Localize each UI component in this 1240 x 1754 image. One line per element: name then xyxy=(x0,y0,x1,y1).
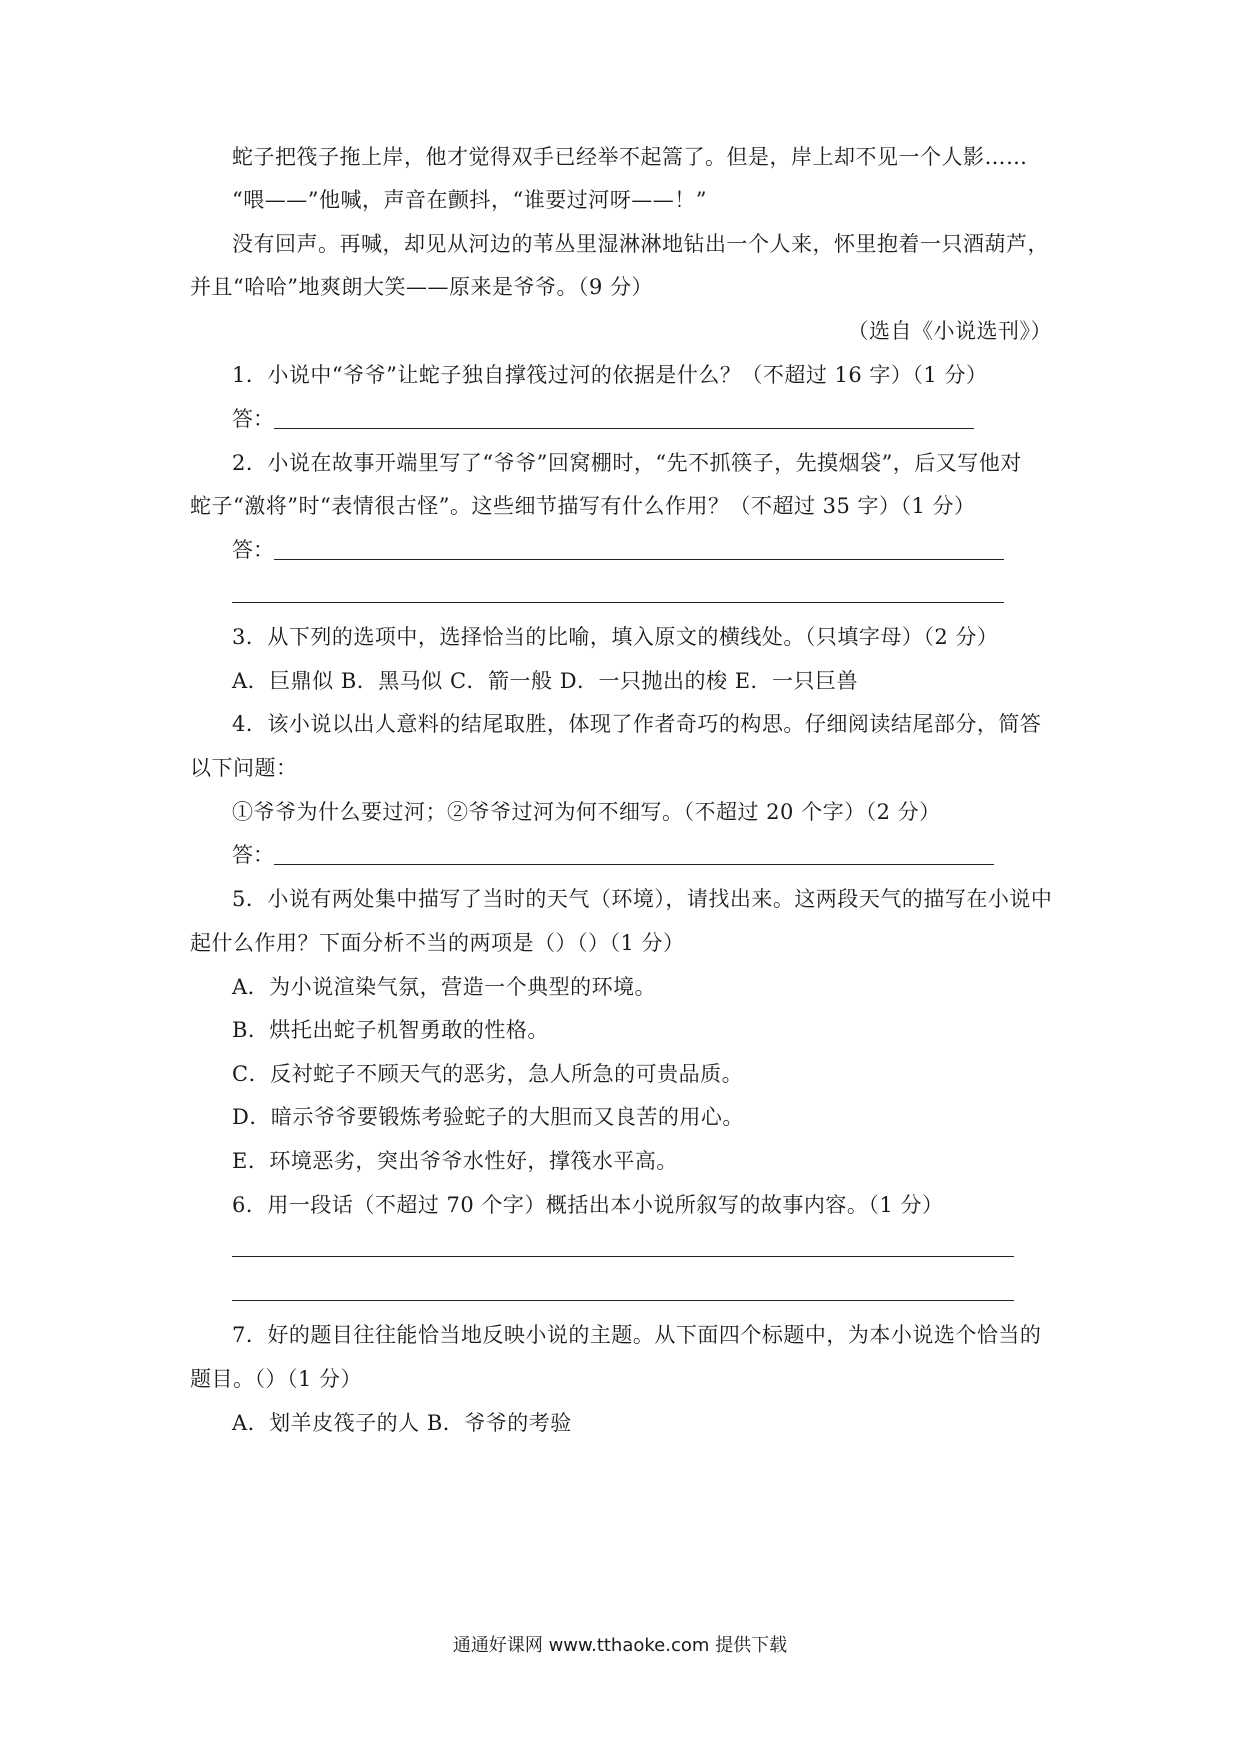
question-5-option-a: A．为小说渲染气氛，营造一个典型的环境。 xyxy=(232,975,657,999)
question-7-options: A．划羊皮筏子的人 B．爷爷的考验 xyxy=(232,1411,572,1435)
answer-line-2b[interactable] xyxy=(232,602,1004,603)
story-paragraph-2: “喂——”他喊，声音在颤抖，“谁要过河呀——！” xyxy=(232,188,707,212)
answer-label-1: 答： xyxy=(232,407,274,431)
page-footer: 通通好课网 www.tthaoke.com 提供下载 xyxy=(452,1635,788,1656)
question-5-option-d: D．暗示爷爷要锻炼考验蛇子的大胆而又良苦的用心。 xyxy=(232,1105,744,1129)
question-2-line-2: 蛇子“激将”时“表情很古怪”。这些细节描写有什么作用？（不超过 35 字）（1 分） xyxy=(190,494,976,518)
question-4-line-1: 4．该小说以出人意料的结尾取胜，体现了作者奇巧的构思。仔细阅读结尾部分，简答 xyxy=(232,712,1042,736)
answer-line-1[interactable] xyxy=(274,428,974,429)
story-source: （选自《小说选刊》） xyxy=(847,319,1052,343)
question-1: 1．小说中“爷爷”让蛇子独自撑筏过河的依据是什么？（不超过 16 字）（1 分） xyxy=(232,363,988,387)
answer-line-2a[interactable] xyxy=(274,559,1004,560)
question-7-line-1: 7．好的题目往往能恰当地反映小说的主题。从下面四个标题中，为本小说选个恰当的 xyxy=(232,1323,1042,1347)
question-5-option-b: B．烘托出蛇子机智勇敢的性格。 xyxy=(232,1018,549,1042)
question-2-line-1: 2．小说在故事开端里写了“爷爷”回窝棚时，“先不抓筷子，先摸烟袋”，后又写他对 xyxy=(232,451,1022,475)
question-6: 6．用一段话（不超过 70 个字）概括出本小说所叙写的故事内容。（1 分） xyxy=(232,1193,944,1217)
answer-label-2: 答： xyxy=(232,538,274,562)
story-paragraph-3-line-2: 并且“哈哈”地爽朗大笑——原来是爷爷。（9 分） xyxy=(190,275,654,299)
question-3: 3．从下列的选项中，选择恰当的比喻，填入原文的横线处。（只填字母）（2 分） xyxy=(232,625,999,649)
question-5-line-2: 起什么作用？下面分析不当的两项是（）（）（1 分） xyxy=(190,931,685,955)
answer-label-4: 答： xyxy=(232,843,274,867)
question-4-line-2: 以下问题： xyxy=(190,756,298,780)
question-5-option-c: C．反衬蛇子不顾天气的恶劣，急人所急的可贵品质。 xyxy=(232,1062,744,1086)
question-3-options: A．巨鼎似 B．黑马似 C．箭一般 D．一只抛出的梭 E．一只巨兽 xyxy=(232,669,859,693)
question-4-subquestions: ①爷爷为什么要过河；②爷爷过河为何不细写。（不超过 20 个字）（2 分） xyxy=(232,800,941,824)
answer-line-4[interactable] xyxy=(274,864,994,865)
answer-line-6b[interactable] xyxy=(232,1300,1014,1301)
question-5-line-1: 5．小说有两处集中描写了当时的天气（环境），请找出来。这两段天气的描写在小说中 xyxy=(232,887,1053,911)
story-paragraph-3-line-1: 没有回声。再喊，却见从河边的苇丛里湿淋淋地钻出一个人来，怀里抱着一只酒葫芦， xyxy=(232,232,1049,256)
story-paragraph-1: 蛇子把筏子拖上岸，他才觉得双手已经举不起篙了。但是，岸上却不见一个人影…… xyxy=(232,145,1028,169)
answer-line-6a[interactable] xyxy=(232,1256,1014,1257)
question-7-line-2: 题目。（）（1 分） xyxy=(190,1367,363,1391)
question-5-option-e: E．环境恶劣，突出爷爷水性好，撑筏水平高。 xyxy=(232,1149,678,1173)
